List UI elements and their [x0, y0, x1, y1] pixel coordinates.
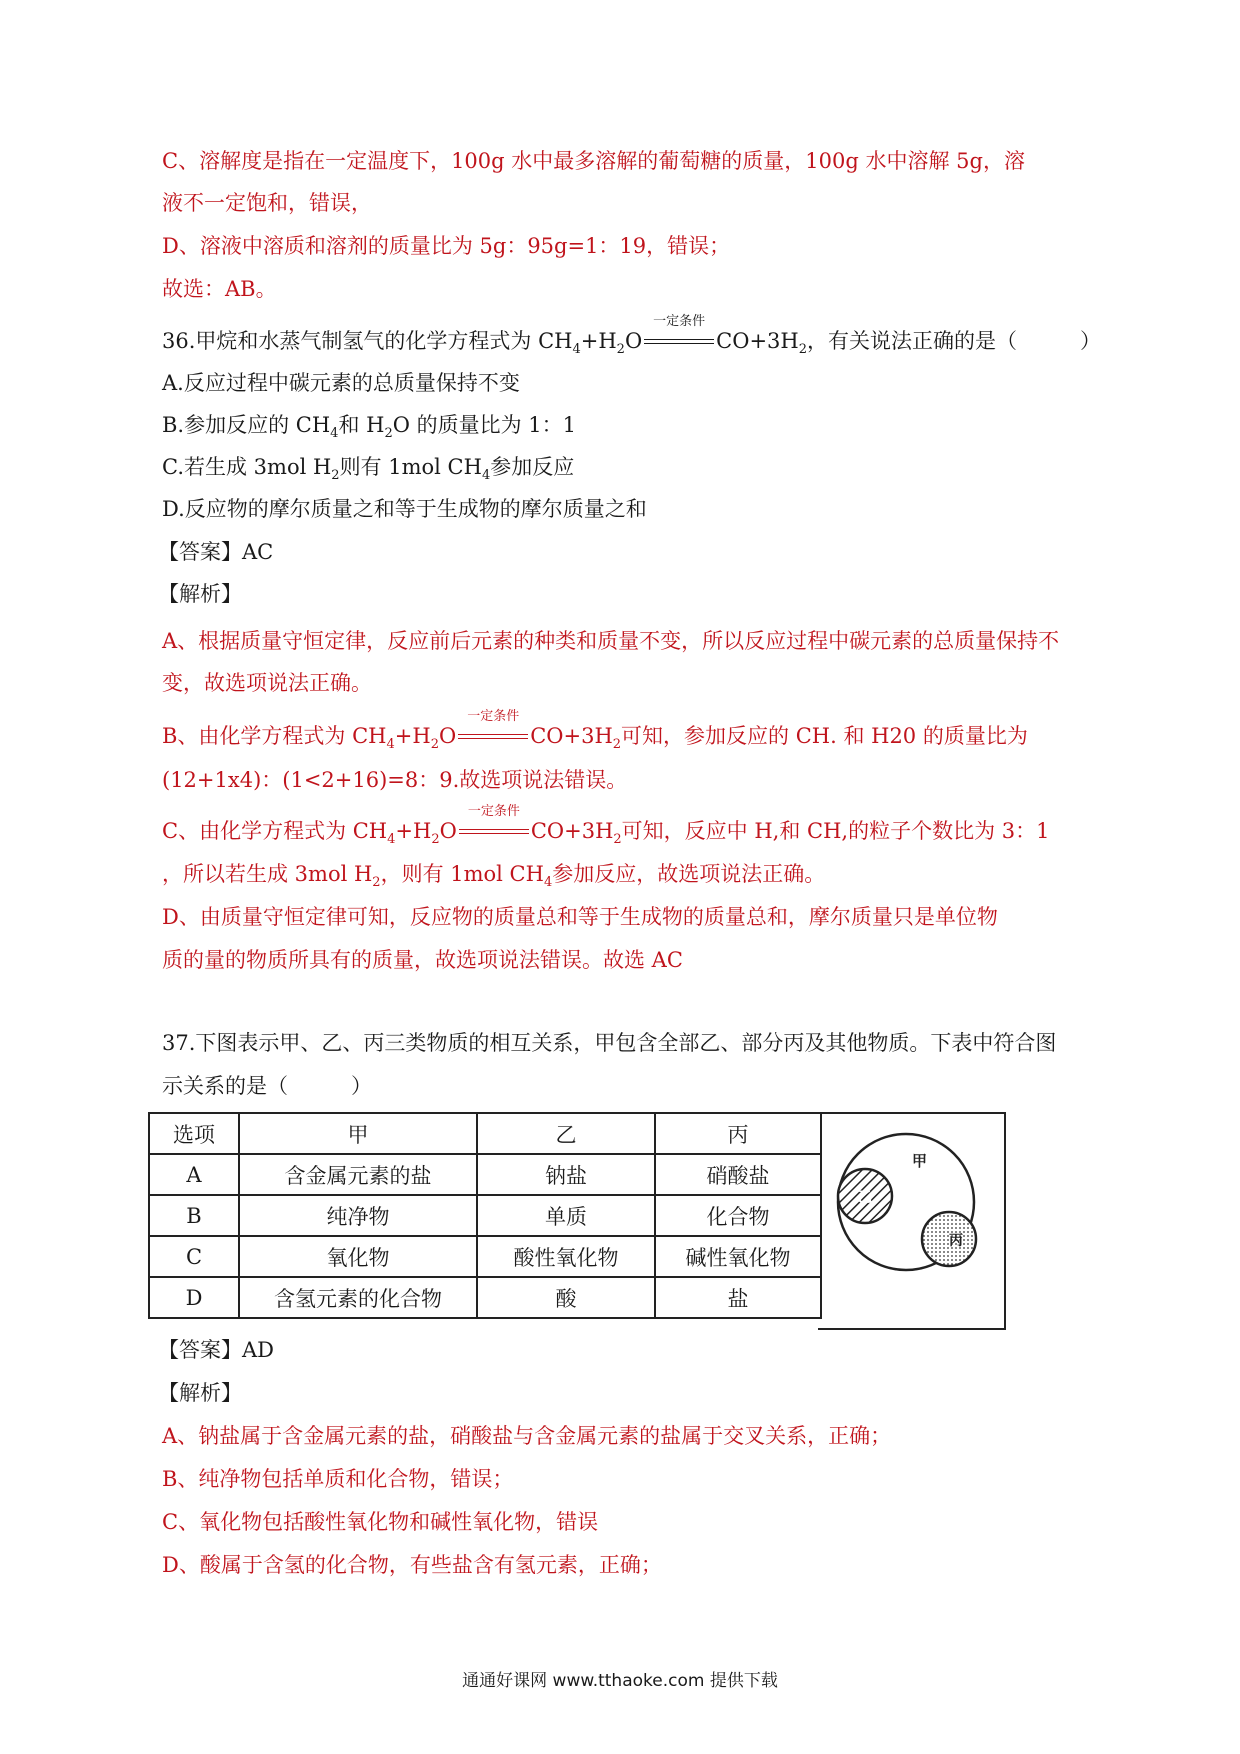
q36-option-d: D.反应物的摩尔质量之和等于生成物的摩尔质量之和: [162, 497, 647, 521]
q36-explanation-c-line2: ，所以若生成 3mol $H_2$，则有 1mol $CH_4$参加反应，故选项说法正确。: [162, 862, 826, 890]
reaction-condition-arrow: 一定条件: [457, 817, 531, 845]
q37-explanation-a: A、钠盐属于含金属元素的盐，硝酸盐与含金属元素的盐属于交叉关系，正确；: [162, 1424, 892, 1448]
prev-explanation-c-line1: C、溶解度是指在一定温度下，100g 水中最多溶解的葡萄糖的质量，100g 水中溶解 5g，溶: [162, 149, 1025, 173]
table-cell: 硝酸盐: [655, 1154, 821, 1195]
table-cell: 单质: [477, 1195, 655, 1236]
q36-stem: 36.甲烷和水蒸气制氢气的化学方程式为 $CH_4+H_2O$ 一定条件 $CO+3H_2$，有关说法正确的是（ ）: [162, 314, 1101, 357]
reaction-condition-arrow: 一定条件: [642, 327, 716, 355]
q37-options-table: [148, 1112, 822, 1319]
venn-label-jia: 甲: [912, 1152, 928, 1170]
table-cell: 钠盐: [477, 1154, 655, 1195]
table-header-cell: 丙: [655, 1113, 821, 1154]
table-row: [149, 1154, 821, 1195]
table-cell: 含氢元素的化合物: [239, 1277, 477, 1318]
table-row: [149, 1236, 821, 1277]
q36-answer: 【答案】AC: [158, 540, 274, 564]
table-header-cell: 甲: [239, 1113, 477, 1154]
reaction-condition-arrow: 一定条件: [456, 722, 530, 750]
q36-analysis-heading: 【解析】: [158, 582, 242, 606]
venn-label-bing: 丙: [949, 1233, 963, 1249]
table-cell: C: [149, 1236, 239, 1277]
q36-explanation-c-line1: C、由化学方程式为 $CH_4+H_2O$ 一定条件 $CO+3H_2$可知，反应中 H,和 CH,的粒子个数比为 3：1: [162, 804, 1050, 847]
q36-explanation-b-line2: (12+1x4)：(1<2+16)=8：9.故选项说法错误。: [162, 768, 628, 792]
prev-explanation-d: D、溶液中溶质和溶剂的质量比为 5g：95g=1：19，错误；: [162, 234, 731, 258]
table-cell: 纯净物: [239, 1195, 477, 1236]
table-cell: 氧化物: [239, 1236, 477, 1277]
q36-explanation-d-line1: D、由质量守恒定律可知，反应物的质量总和等于生成物的质量总和，摩尔质量只是单位物: [162, 905, 998, 929]
q37-answer: 【答案】AD: [158, 1338, 275, 1362]
q36-explanation-d-line2: 质的量的物质所具有的质量，故选项说法错误。故选 AC: [162, 948, 683, 972]
table-header-cell: 选项: [149, 1113, 239, 1154]
q37-stem-line2: 示关系的是（ ）: [162, 1074, 372, 1098]
q36-option-b: B.参加反应的 $CH_4$和 $H_2O$ 的质量比为 1：1: [162, 413, 577, 441]
q36-explanation-a-line2: 变，故选项说法正确。: [162, 671, 372, 695]
q36-explanation-a-line1: A、根据质量守恒定律，反应前后元素的种类和质量不变，所以反应过程中碳元素的总质量保持不: [162, 629, 1060, 653]
table-row: [149, 1195, 821, 1236]
table-cell: D: [149, 1277, 239, 1318]
table-cell: 化合物: [655, 1195, 821, 1236]
q36-explanation-b-line1: B、由化学方程式为 $CH_4+H_2O$ 一定条件 $CO+3H_2$可知，参加反应的 CH. 和 H20 的质量比为: [162, 709, 1028, 752]
q37-explanation-d: D、酸属于含氢的化合物，有些盐含有氢元素，正确；: [162, 1553, 662, 1577]
table-row: [149, 1277, 821, 1318]
prev-explanation-c-line2: 液不一定饱和，错误，: [162, 191, 372, 215]
q36-option-a: A.反应过程中碳元素的总质量保持不变: [162, 371, 520, 395]
venn-label-yi: 乙: [858, 1190, 872, 1206]
q37-stem-line1: 37.下图表示甲、乙、丙三类物质的相互关系，甲包含全部乙、部分丙及其他物质。下表中符合图: [162, 1031, 1057, 1055]
page-footer: 通通好课网 www.tthaoke.com 提供下载: [462, 1671, 778, 1691]
q37-explanation-b: B、纯净物包括单质和化合物，错误；: [162, 1467, 514, 1491]
table-cell: 含金属元素的盐: [239, 1154, 477, 1195]
table-cell: B: [149, 1195, 239, 1236]
table-cell: A: [149, 1154, 239, 1195]
venn-diagram: [818, 1114, 1004, 1328]
q37-explanation-c: C、氧化物包括酸性氧化物和碱性氧化物，错误: [162, 1510, 599, 1534]
venn-diagram-cell: [818, 1112, 1006, 1330]
table-cell: 酸: [477, 1277, 655, 1318]
prev-choose: 故选：AB。: [162, 277, 277, 301]
table-cell: 碱性氧化物: [655, 1236, 821, 1277]
q36-option-c: C.若生成 3mol $H_2$则有 1mol $CH_4$参加反应: [162, 455, 575, 483]
q37-analysis-heading: 【解析】: [158, 1381, 242, 1405]
table-header-cell: 乙: [477, 1113, 655, 1154]
table-header-row: [149, 1113, 821, 1154]
table-cell: 酸性氧化物: [477, 1236, 655, 1277]
table-cell: 盐: [655, 1277, 821, 1318]
